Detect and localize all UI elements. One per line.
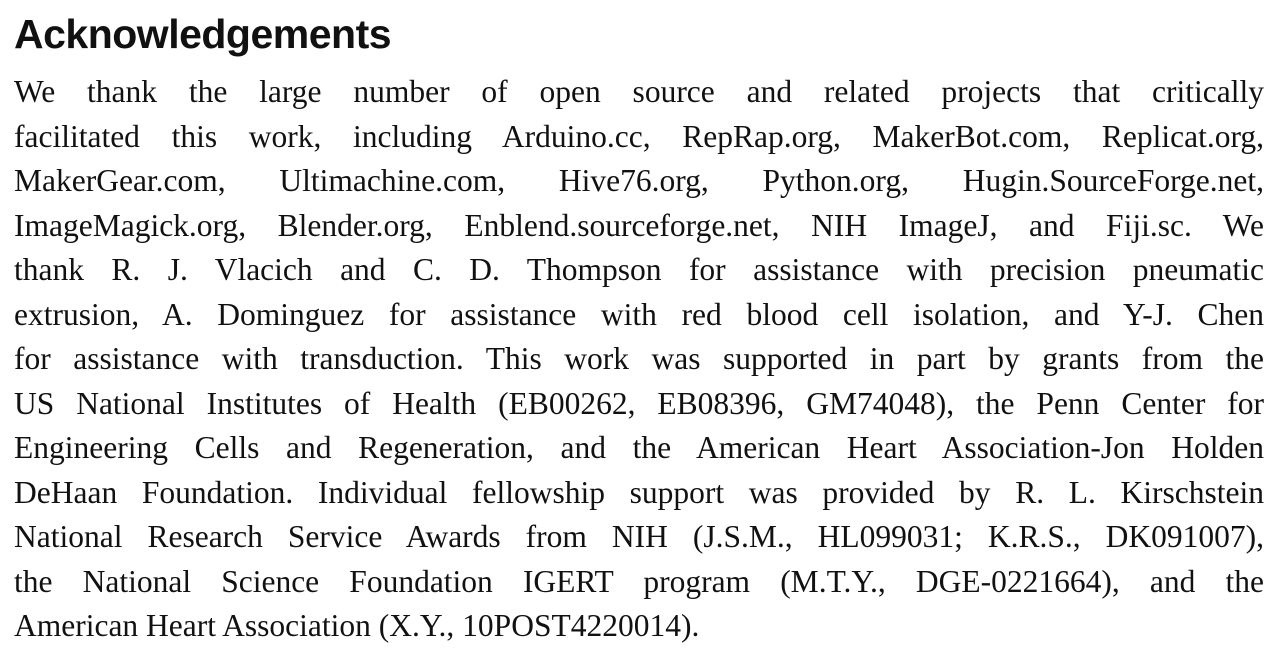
paragraph-line: DeHaan Foundation. Individual fellowship support was provided by R. L. Kirschstein — [14, 474, 1264, 510]
acknowledgements-paragraph — [14, 70, 1264, 649]
paragraph-line: American Heart Association (X.Y., 10POST4220014). — [14, 608, 700, 643]
paragraph-line: US National Institutes of Health (EB00262, EB08396, GM74048), the Penn Center for — [14, 385, 1264, 421]
paragraph-line: the National Science Foundation IGERT program (M.T.Y., DGE-0221664), and the — [14, 563, 1264, 599]
paragraph-line: We thank the large number of open source and related projects that critically — [14, 74, 1264, 109]
paragraph-line: National Research Service Awards from NIH (J.S.M., HL099031; K.R.S., DK091007), — [14, 519, 1264, 554]
paragraph-line: Engineering Cells and Regeneration, and the American Heart Association-Jon Holden — [14, 430, 1264, 465]
paragraph-line: facilitated this work, including Arduino.cc, RepRap.org, MakerBot.com, Replicat.org, — [14, 118, 1264, 154]
paragraph-line: for assistance with transduction. This work was supported in part by grants from the — [14, 341, 1264, 376]
paragraph-line: MakerGear.com, Ultimachine.com, Hive76.org, Python.org, Hugin.SourceForge.net, — [14, 163, 1264, 198]
section-heading: Acknowledgements — [14, 11, 392, 57]
paragraph-line: extrusion, A. Dominguez for assistance with red blood cell isolation, and Y-J. Chen — [14, 296, 1264, 332]
paragraph-line: thank R. J. Vlacich and C. D. Thompson for assistance with precision pneumatic — [14, 252, 1264, 287]
paragraph-line: ImageMagick.org, Blender.org, Enblend.sourceforge.net, NIH ImageJ, and Fiji.sc. We — [14, 207, 1264, 243]
acknowledgements-section — [14, 0, 1264, 649]
